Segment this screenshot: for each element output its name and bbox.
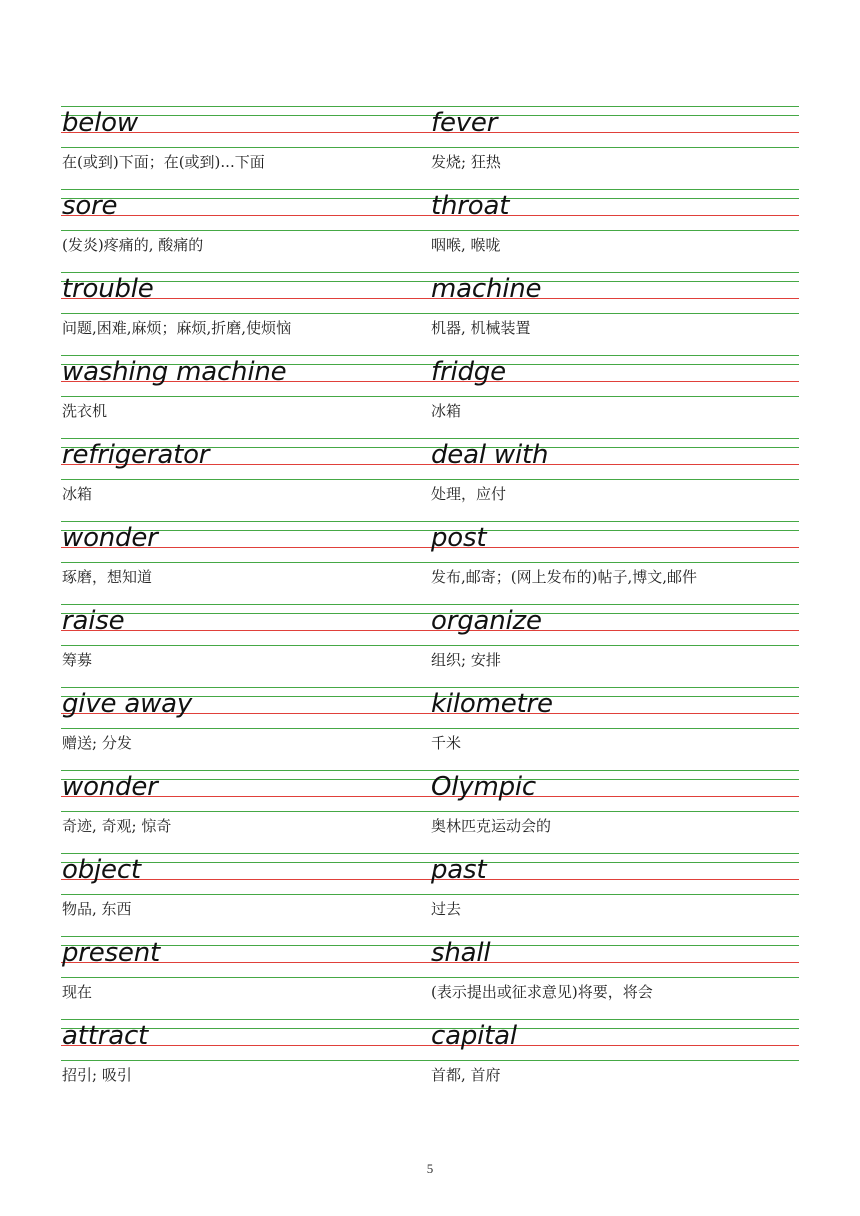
vocab-entry-right	[430, 851, 799, 934]
vocab-word: fridge	[431, 357, 506, 387]
writing-guide-line	[61, 645, 430, 646]
writing-guide-line	[430, 313, 799, 314]
vocab-word: capital	[431, 1021, 517, 1051]
vocab-meaning: 机器, 机械装置	[431, 319, 531, 337]
writing-guide-line	[430, 562, 799, 563]
vocab-entry-right	[430, 934, 799, 1017]
vocab-meaning: 组织; 安排	[431, 651, 501, 669]
vocab-word: deal with	[431, 440, 549, 470]
vocab-entry-left	[61, 104, 430, 187]
vocab-meaning: 奇迹, 奇观; 惊奇	[62, 817, 172, 835]
vocab-word: past	[431, 855, 487, 885]
writing-guide-line	[61, 728, 430, 729]
writing-guide-line	[61, 147, 430, 148]
writing-guide-line	[430, 728, 799, 729]
vocab-meaning: (发炎)疼痛的, 酸痛的	[62, 236, 204, 254]
vocab-word: refrigerator	[62, 440, 210, 470]
writing-guide-line	[430, 977, 799, 978]
vocab-entry-left	[61, 353, 430, 436]
vocab-entry-left	[61, 685, 430, 768]
vocab-entry-left	[61, 602, 430, 685]
vocab-entry-right	[430, 685, 799, 768]
vocab-meaning: 发布,邮寄；(网上发布的)帖子,博文,邮件	[431, 568, 698, 586]
writing-guide-line	[61, 479, 430, 480]
vocab-meaning: 首都, 首府	[431, 1066, 501, 1084]
vocab-entry-left	[61, 519, 430, 602]
vocab-word: trouble	[62, 274, 154, 304]
vocab-meaning: 琢磨，想知道	[62, 568, 153, 586]
vocab-word: post	[431, 523, 487, 553]
vocab-entry-right	[430, 1017, 799, 1100]
writing-guide-line	[61, 230, 430, 231]
writing-guide-line	[61, 977, 430, 978]
vocab-row	[61, 1017, 799, 1100]
writing-guide-line	[61, 811, 430, 812]
vocab-row	[61, 353, 799, 436]
vocab-word: washing machine	[62, 357, 287, 387]
vocab-word: below	[62, 108, 138, 138]
vocab-row	[61, 851, 799, 934]
vocab-word: object	[62, 855, 141, 885]
vocab-row	[61, 519, 799, 602]
vocab-row	[61, 768, 799, 851]
vocab-meaning: 冰箱	[62, 485, 93, 503]
vocab-word: raise	[62, 606, 125, 636]
vocab-word: attract	[62, 1021, 149, 1051]
vocab-meaning: 赠送; 分发	[62, 734, 132, 752]
vocab-entry-left	[61, 768, 430, 851]
vocab-meaning: 过去	[431, 900, 462, 918]
vocab-word: organize	[431, 606, 542, 636]
vocab-word: kilometre	[431, 689, 553, 719]
vocab-meaning: 发烧; 狂热	[431, 153, 501, 171]
vocab-meaning: 千米	[431, 734, 462, 752]
vocabulary-grid	[61, 104, 799, 1100]
vocab-entry-right	[430, 353, 799, 436]
writing-guide-line	[430, 1060, 799, 1061]
vocab-meaning: 处理，应付	[431, 485, 507, 503]
vocab-word: sore	[62, 191, 118, 221]
writing-guide-line	[430, 811, 799, 812]
writing-guide-line	[430, 645, 799, 646]
vocab-row	[61, 270, 799, 353]
vocab-word: fever	[431, 108, 498, 138]
vocab-entry-left	[61, 187, 430, 270]
writing-guide-line	[61, 396, 430, 397]
vocab-row	[61, 685, 799, 768]
writing-guide-line	[61, 894, 430, 895]
vocab-meaning: 问题,困难,麻烦；麻烦,折磨,使烦恼	[62, 319, 292, 337]
vocab-entry-left	[61, 1017, 430, 1100]
vocab-entry-right	[430, 768, 799, 851]
vocab-entry-left	[61, 851, 430, 934]
writing-guide-line	[61, 1060, 430, 1061]
vocab-entry-right	[430, 436, 799, 519]
vocab-word: present	[62, 938, 161, 968]
vocab-meaning: 招引; 吸引	[62, 1066, 132, 1084]
vocab-row	[61, 436, 799, 519]
writing-guide-line	[430, 230, 799, 231]
vocab-row	[61, 187, 799, 270]
vocab-word: throat	[431, 191, 510, 221]
vocab-meaning: 物品, 东西	[62, 900, 132, 918]
page-number: 5	[426, 1161, 434, 1176]
vocab-meaning: 咽喉, 喉咙	[431, 236, 501, 254]
vocab-entry-left	[61, 436, 430, 519]
vocab-meaning: 奥林匹克运动会的	[431, 817, 552, 835]
writing-guide-line	[430, 147, 799, 148]
vocab-word: machine	[431, 274, 542, 304]
vocab-entry-right	[430, 519, 799, 602]
vocab-word: give away	[62, 689, 193, 719]
vocab-meaning: 洗衣机	[62, 402, 108, 420]
writing-guide-line	[430, 894, 799, 895]
vocab-word: Olympic	[431, 772, 537, 802]
writing-guide-line	[430, 396, 799, 397]
vocab-row	[61, 602, 799, 685]
vocab-meaning: 冰箱	[431, 402, 462, 420]
vocab-meaning: (表示提出或征求意见)将要，将会	[431, 983, 653, 1001]
vocab-entry-right	[430, 602, 799, 685]
vocab-word: wonder	[62, 772, 158, 802]
vocab-meaning: 在(或到)下面；在(或到)...下面	[62, 153, 265, 171]
writing-guide-line	[61, 562, 430, 563]
vocab-entry-right	[430, 270, 799, 353]
vocab-word: wonder	[62, 523, 158, 553]
vocab-entry-right	[430, 187, 799, 270]
vocab-word: shall	[431, 938, 491, 968]
vocab-row	[61, 104, 799, 187]
vocab-meaning: 现在	[62, 983, 93, 1001]
vocab-entry-right	[430, 104, 799, 187]
writing-guide-line	[430, 479, 799, 480]
vocab-row	[61, 934, 799, 1017]
vocab-entry-left	[61, 270, 430, 353]
vocab-entry-left	[61, 934, 430, 1017]
writing-guide-line	[61, 313, 430, 314]
vocab-meaning: 筹募	[62, 651, 93, 669]
